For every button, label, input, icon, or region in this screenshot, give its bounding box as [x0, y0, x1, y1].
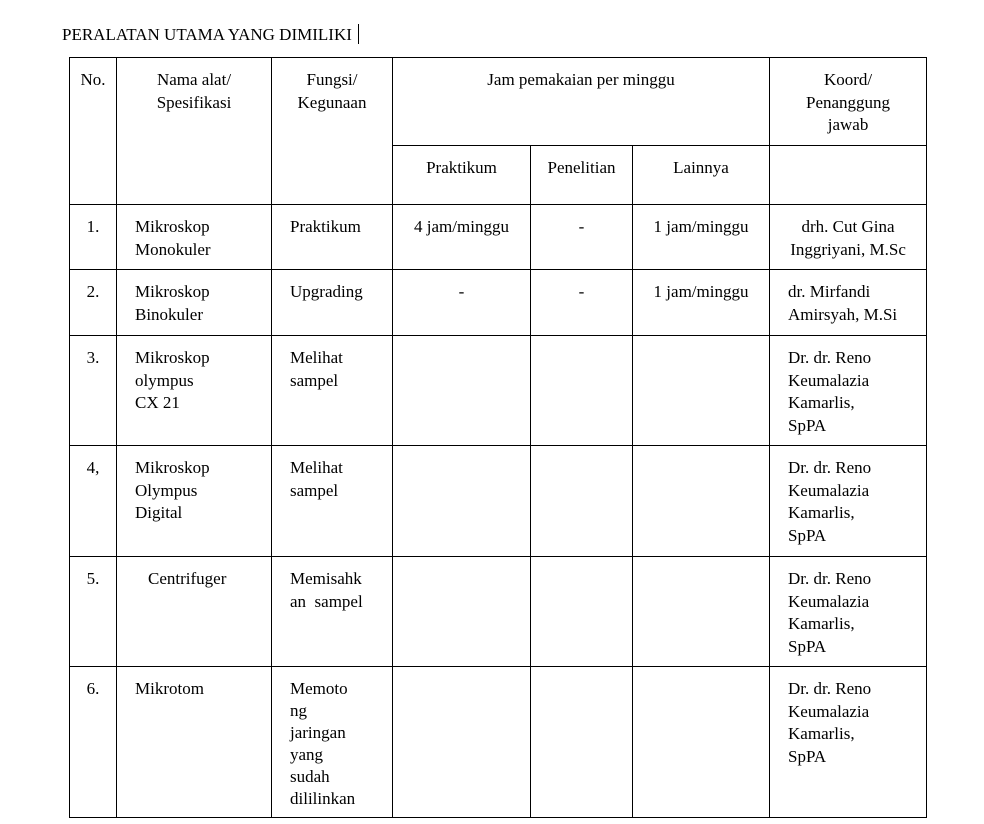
- cell-pic-line: SpPA: [788, 525, 827, 545]
- cell-lainnya: [633, 557, 770, 667]
- cell-function: [272, 336, 393, 446]
- cell-pic-line: dr. Mirfandi: [788, 282, 871, 301]
- cell-pic-line: SpPA: [788, 636, 827, 656]
- cell-pic: [770, 270, 927, 336]
- cell-function-line: yang: [290, 745, 324, 764]
- cell-name-line: Digital: [135, 503, 183, 522]
- cell-name: [117, 336, 272, 446]
- cell-function-line: Memisahk: [290, 569, 362, 588]
- cell-lainnya: 1 jam/minggu: [633, 205, 770, 270]
- cell-function: [272, 205, 393, 270]
- table-row: [70, 270, 927, 336]
- cell-name: [117, 557, 272, 667]
- cell-pic: [770, 446, 927, 557]
- cell-function: [272, 446, 393, 557]
- cell-praktikum: [393, 557, 531, 667]
- header-lainnya: Lainnya: [633, 146, 770, 205]
- cell-name: [117, 270, 272, 336]
- cell-name: [117, 446, 272, 557]
- cell-name: [117, 667, 272, 818]
- cell-pic-line: SpPA: [788, 415, 827, 435]
- cell-lainnya: 1 jam/minggu: [633, 270, 770, 336]
- cell-function-line: an sampel: [290, 591, 363, 611]
- document-title: [62, 24, 359, 46]
- cell-function: [272, 270, 393, 336]
- header-name-line: Nama alat/: [156, 70, 232, 89]
- equipment-table: [69, 57, 927, 818]
- header-function-line: Kegunaan: [297, 92, 367, 112]
- cell-lainnya: [633, 336, 770, 446]
- cell-no: 6.: [70, 667, 117, 818]
- cell-no: 2.: [70, 270, 117, 336]
- header-praktikum: Praktikum: [393, 146, 531, 205]
- cell-praktikum: [393, 667, 531, 818]
- header-no: No.: [70, 58, 117, 205]
- table-row: [70, 336, 927, 446]
- cell-function-line: Melihat: [290, 348, 343, 367]
- cell-no: 5.: [70, 557, 117, 667]
- header-pic-empty: [770, 146, 927, 205]
- cell-function: [272, 667, 393, 818]
- cell-name-line: Mikroskop: [135, 458, 210, 477]
- cell-function-line: Melihat: [290, 458, 343, 477]
- cell-function-line: Memoto: [290, 679, 348, 698]
- header-function: [272, 58, 393, 205]
- cell-pic-line: Dr. dr. Reno: [788, 348, 872, 367]
- header-usage: Jam pemakaian per minggu: [393, 58, 770, 146]
- cell-name-line: Olympus: [135, 480, 198, 500]
- table-row: [70, 557, 927, 667]
- cell-function-line: ng: [290, 701, 307, 720]
- cell-praktikum: -: [393, 270, 531, 336]
- cell-pic-line: drh. Cut Gina: [801, 217, 895, 236]
- cell-pic-line: Kamarlis,: [788, 393, 855, 412]
- cell-pic-line: Kamarlis,: [788, 614, 855, 633]
- cell-name-line: Monokuler: [135, 239, 211, 259]
- cell-name-line: Mikrotom: [135, 679, 204, 698]
- cell-function-line: sampel: [290, 480, 339, 500]
- cell-penelitian: -: [531, 205, 633, 270]
- header-pic-line: jawab: [827, 115, 869, 134]
- cell-name-line: Mikroskop: [135, 217, 210, 236]
- cell-function-line: dililinkan: [290, 789, 356, 808]
- cell-function-line: Praktikum: [290, 217, 361, 236]
- cell-pic-line: Inggriyani, M.Sc: [790, 239, 906, 259]
- header-function-line: Fungsi/: [306, 70, 358, 89]
- cell-pic-line: Keumalazia: [788, 370, 870, 390]
- cell-praktikum: [393, 446, 531, 557]
- header-pic-line: Koord/: [823, 70, 873, 89]
- cell-name-line: CX 21: [135, 393, 180, 412]
- cell-no: 4,: [70, 446, 117, 557]
- table-row: [70, 667, 927, 818]
- cell-lainnya: [633, 667, 770, 818]
- cell-function-line: sampel: [290, 370, 339, 390]
- cell-function-line: jaringan: [290, 723, 346, 742]
- cell-praktikum: [393, 336, 531, 446]
- cell-penelitian: [531, 446, 633, 557]
- cell-name-line: Binokuler: [135, 304, 203, 324]
- cell-no: 1.: [70, 205, 117, 270]
- header-name: [117, 58, 272, 205]
- cell-name: [117, 205, 272, 270]
- text-cursor: [358, 24, 359, 44]
- cell-lainnya: [633, 446, 770, 557]
- cell-pic-line: Kamarlis,: [788, 503, 855, 522]
- cell-pic-line: SpPA: [788, 746, 827, 766]
- cell-penelitian: [531, 667, 633, 818]
- cell-pic-line: Amirsyah, M.Si: [788, 304, 898, 324]
- cell-pic-line: Dr. dr. Reno: [788, 569, 872, 588]
- cell-penelitian: [531, 336, 633, 446]
- cell-pic: [770, 205, 927, 270]
- cell-pic: [770, 667, 927, 818]
- cell-no: 3.: [70, 336, 117, 446]
- cell-function-line: sudah: [290, 767, 330, 786]
- table-row: [70, 205, 927, 270]
- cell-name-line: olympus: [135, 370, 194, 390]
- cell-penelitian: [531, 557, 633, 667]
- cell-name-line: Mikroskop: [135, 348, 210, 367]
- document-title-text: PERALATAN UTAMA YANG DIMILIKI: [62, 25, 352, 44]
- cell-pic-line: Dr. dr. Reno: [788, 679, 872, 698]
- header-name-line: Spesifikasi: [156, 92, 232, 112]
- cell-praktikum: 4 jam/minggu: [393, 205, 531, 270]
- table-row: [70, 446, 927, 557]
- cell-pic: [770, 336, 927, 446]
- cell-pic: [770, 557, 927, 667]
- cell-function: [272, 557, 393, 667]
- cell-name-line: Mikroskop: [135, 282, 210, 301]
- cell-name-line: Centrifuger: [148, 569, 227, 588]
- header-pic-line: Penanggung: [806, 92, 891, 112]
- cell-penelitian: -: [531, 270, 633, 336]
- header-penelitian: Penelitian: [531, 146, 633, 205]
- cell-pic-line: Dr. dr. Reno: [788, 458, 872, 477]
- cell-pic-line: Keumalazia: [788, 480, 870, 500]
- header-pic: [770, 58, 927, 146]
- cell-pic-line: Keumalazia: [788, 701, 870, 721]
- cell-pic-line: Kamarlis,: [788, 724, 855, 743]
- cell-function-line: Upgrading: [290, 282, 363, 301]
- cell-pic-line: Keumalazia: [788, 591, 870, 611]
- header-row: [70, 58, 927, 146]
